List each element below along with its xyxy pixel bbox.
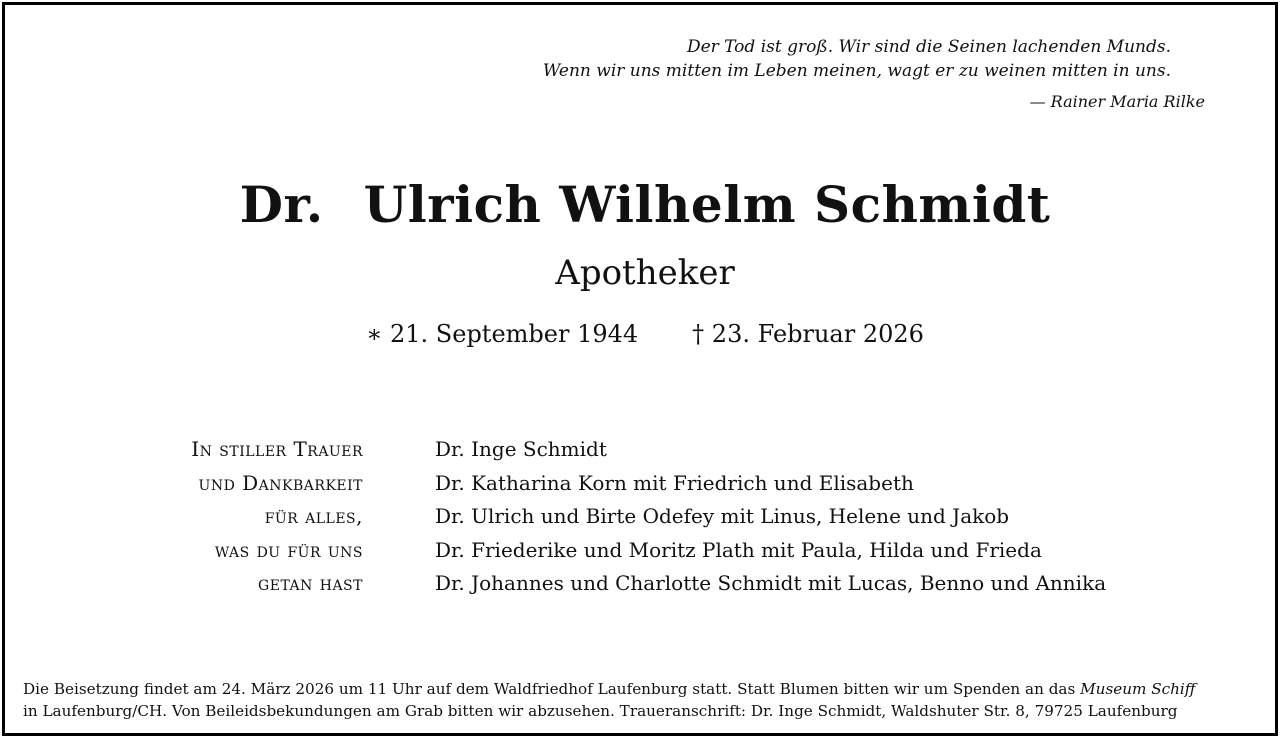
motto-line: für alles,	[264, 504, 363, 528]
family-member: Dr. Friederike und Moritz Plath mit Paula, Hilda und Frieda	[435, 537, 1042, 562]
deceased-full-name: Ulrich Wilhelm Schmidt	[363, 175, 1051, 234]
life-dates	[5, 320, 1280, 348]
family-member: Dr. Johannes und Charlotte Schmidt mit Lucas, Benno und Annika	[435, 571, 1107, 595]
funeral-notice-text: Die Beisetzung findet am 24. März 2026 um 11 Uhr auf dem Waldfriedhof Laufenburg statt. Statt Blumen bitten wir um Spenden an das	[23, 680, 1081, 698]
deceased-title: Dr.	[239, 175, 324, 234]
family-member: Dr. Katharina Korn mit Friedrich und Elisabeth	[435, 470, 914, 495]
deceased-profession: Apotheker	[555, 253, 735, 293]
quote-line: Der Tod ist groß. Wir sind die Seinen lachenden Munds.	[686, 37, 1171, 57]
motto-line: getan hast	[258, 571, 363, 595]
motto-line: In stiller Trauer	[191, 437, 363, 461]
family-list	[435, 433, 1106, 601]
deceased-name	[5, 175, 1280, 234]
funeral-notice	[23, 678, 1263, 722]
birth-date: ∗ 21. September 1944	[366, 320, 639, 348]
death-date: † 23. Februar 2026	[692, 320, 924, 348]
motto-line: und Dankbarkeit	[198, 470, 363, 495]
funeral-notice-line	[23, 678, 1263, 700]
funeral-notice-line: in Laufenburg/CH. Von Beileidsbekundungen am Grab bitten wir abzusehen. Traueranschrift: Dr. Inge Schmidt, Waldshuter Str. 8, 79725 Laufenburg	[23, 702, 1178, 720]
museum-name: Museum Schiff	[1080, 680, 1196, 698]
family-member: Dr. Ulrich und Birte Odefey mit Linus, Helene und Jakob	[435, 504, 1010, 528]
family-member: Dr. Inge Schmidt	[435, 437, 607, 461]
quote-line: Wenn wir uns mitten im Leben meinen, wagt er zu weinen mitten in uns.	[542, 61, 1171, 81]
rilke-quote	[543, 35, 1171, 83]
mourning-motto	[105, 433, 363, 601]
quote-author: — Rainer Maria Rilke	[1029, 92, 1205, 111]
obituary-frame	[2, 2, 1278, 736]
motto-line: was du für uns	[214, 537, 363, 562]
